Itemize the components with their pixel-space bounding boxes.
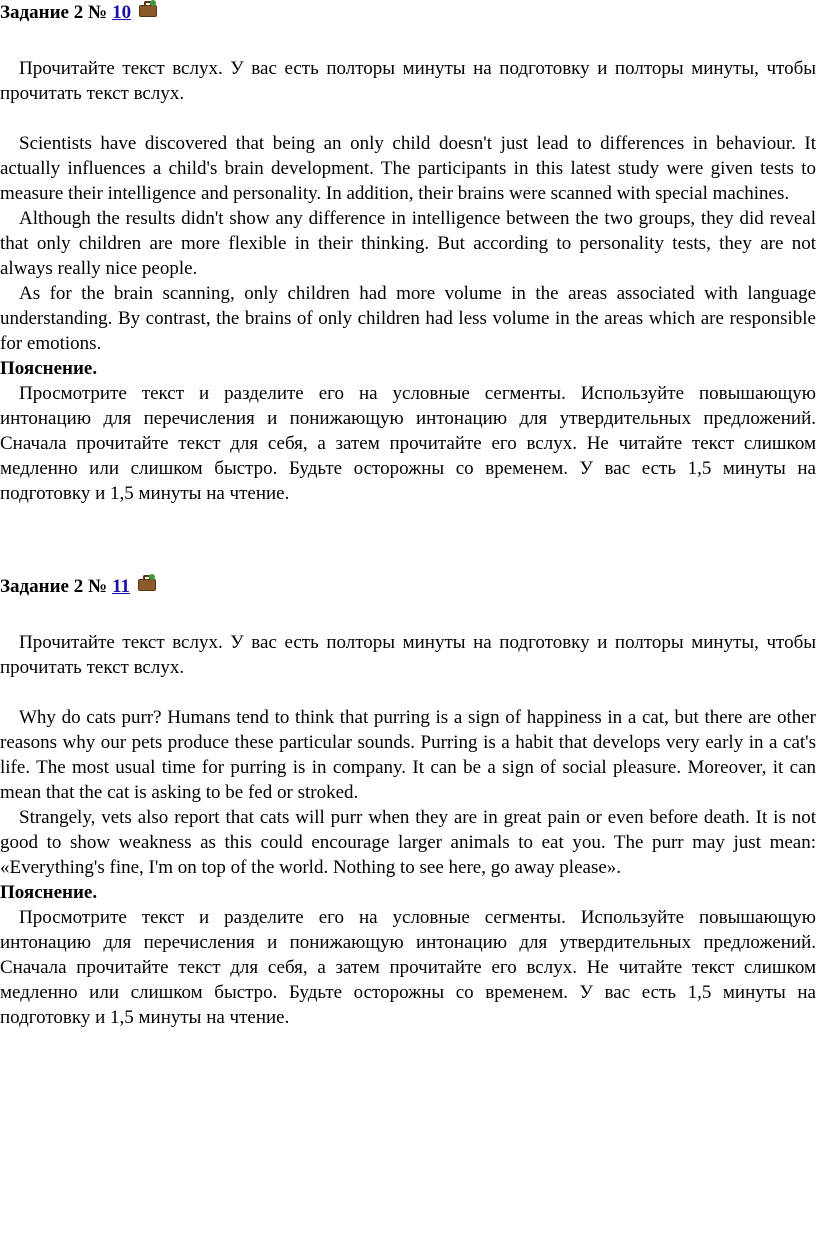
task-instruction: Прочитайте текст вслух. У вас есть полторы минуты на подготовку и полторы минуты, чтобы прочитать текст вслух. xyxy=(0,632,816,678)
passage-paragraph: Strangely, vets also report that cats will purr when they are in great pain or even before death. It is not good to show weakness as this could encourage larger animals to eat you. The purr may just mean: «Everything's fine, I'm on top of the world. Nothing to see here, go away please». xyxy=(0,807,816,878)
explanation-text: Просмотрите текст и разделите его на условные сегменты. Используйте повышающую интонацию для перечисления и понижающую интонацию для утвердительных предложений. Сначала прочитайте текст для себя, а затем прочитайте его вслух. Не читайте текст слишком медленно или слишком быстро. Будьте осторожны со временем. У вас есть 1,5 минуты на подготовку и 1,5 минуты на чтение. xyxy=(0,383,816,504)
task-instruction: Прочитайте текст вслух. У вас есть полторы минуты на подготовку и полторы минуты, чтобы прочитать текст вслух. xyxy=(0,58,816,104)
task-number-link[interactable]: 11 xyxy=(112,576,131,597)
explanation-text: Просмотрите текст и разделите его на условные сегменты. Используйте повышающую интонацию для перечисления и понижающую интонацию для утвердительных предложений. Сначала прочитайте текст для себя, а затем прочитайте его вслух. Не читайте текст слишком медленно или слишком быстро. Будьте осторожны со временем. У вас есть 1,5 минуты на подготовку и 1,5 минуты на чтение. xyxy=(0,907,816,1028)
task-heading-label: Задание 2 № xyxy=(0,576,108,597)
passage-paragraph: Why do cats purr? Humans tend to think that purring is a sign of happiness in a cat, but there are other reasons why our pets produce these particular sounds. Purring is a habit that develops very early in a cat's life. The most usual time for purring is in company. It can be a sign of social pleasure. Moreover, it can mean that the cat is asking to be fed or stroked. xyxy=(0,707,816,803)
passage-paragraph: As for the brain scanning, only children had more volume in the areas associated with language understanding. By contrast, the brains of only children had less volume in the areas which are responsible for emotions. xyxy=(0,283,816,354)
task-10 xyxy=(0,0,816,506)
briefcase-icon[interactable] xyxy=(139,0,157,17)
passage-paragraph: Although the results didn't show any difference in intelligence between the two groups, they did reveal that only children are more flexible in their thinking. But according to personality tests, they are not always really nice people. xyxy=(0,208,816,279)
explanation-title: Пояснение. xyxy=(0,358,98,379)
explanation-title: Пояснение. xyxy=(0,882,98,903)
task-11 xyxy=(0,574,816,1030)
task-heading xyxy=(0,574,816,600)
briefcase-icon[interactable] xyxy=(138,574,156,591)
task-heading xyxy=(0,0,816,26)
passage-paragraph: Scientists have discovered that being an only child doesn't just lead to differences in behaviour. It actually influences a child's brain development. The participants in this latest study were given tests to measure their intelligence and personality. In addition, their brains were scanned with special machines. xyxy=(0,133,816,204)
task-heading-label: Задание 2 № xyxy=(0,2,108,23)
task-number-link[interactable]: 10 xyxy=(112,2,132,23)
